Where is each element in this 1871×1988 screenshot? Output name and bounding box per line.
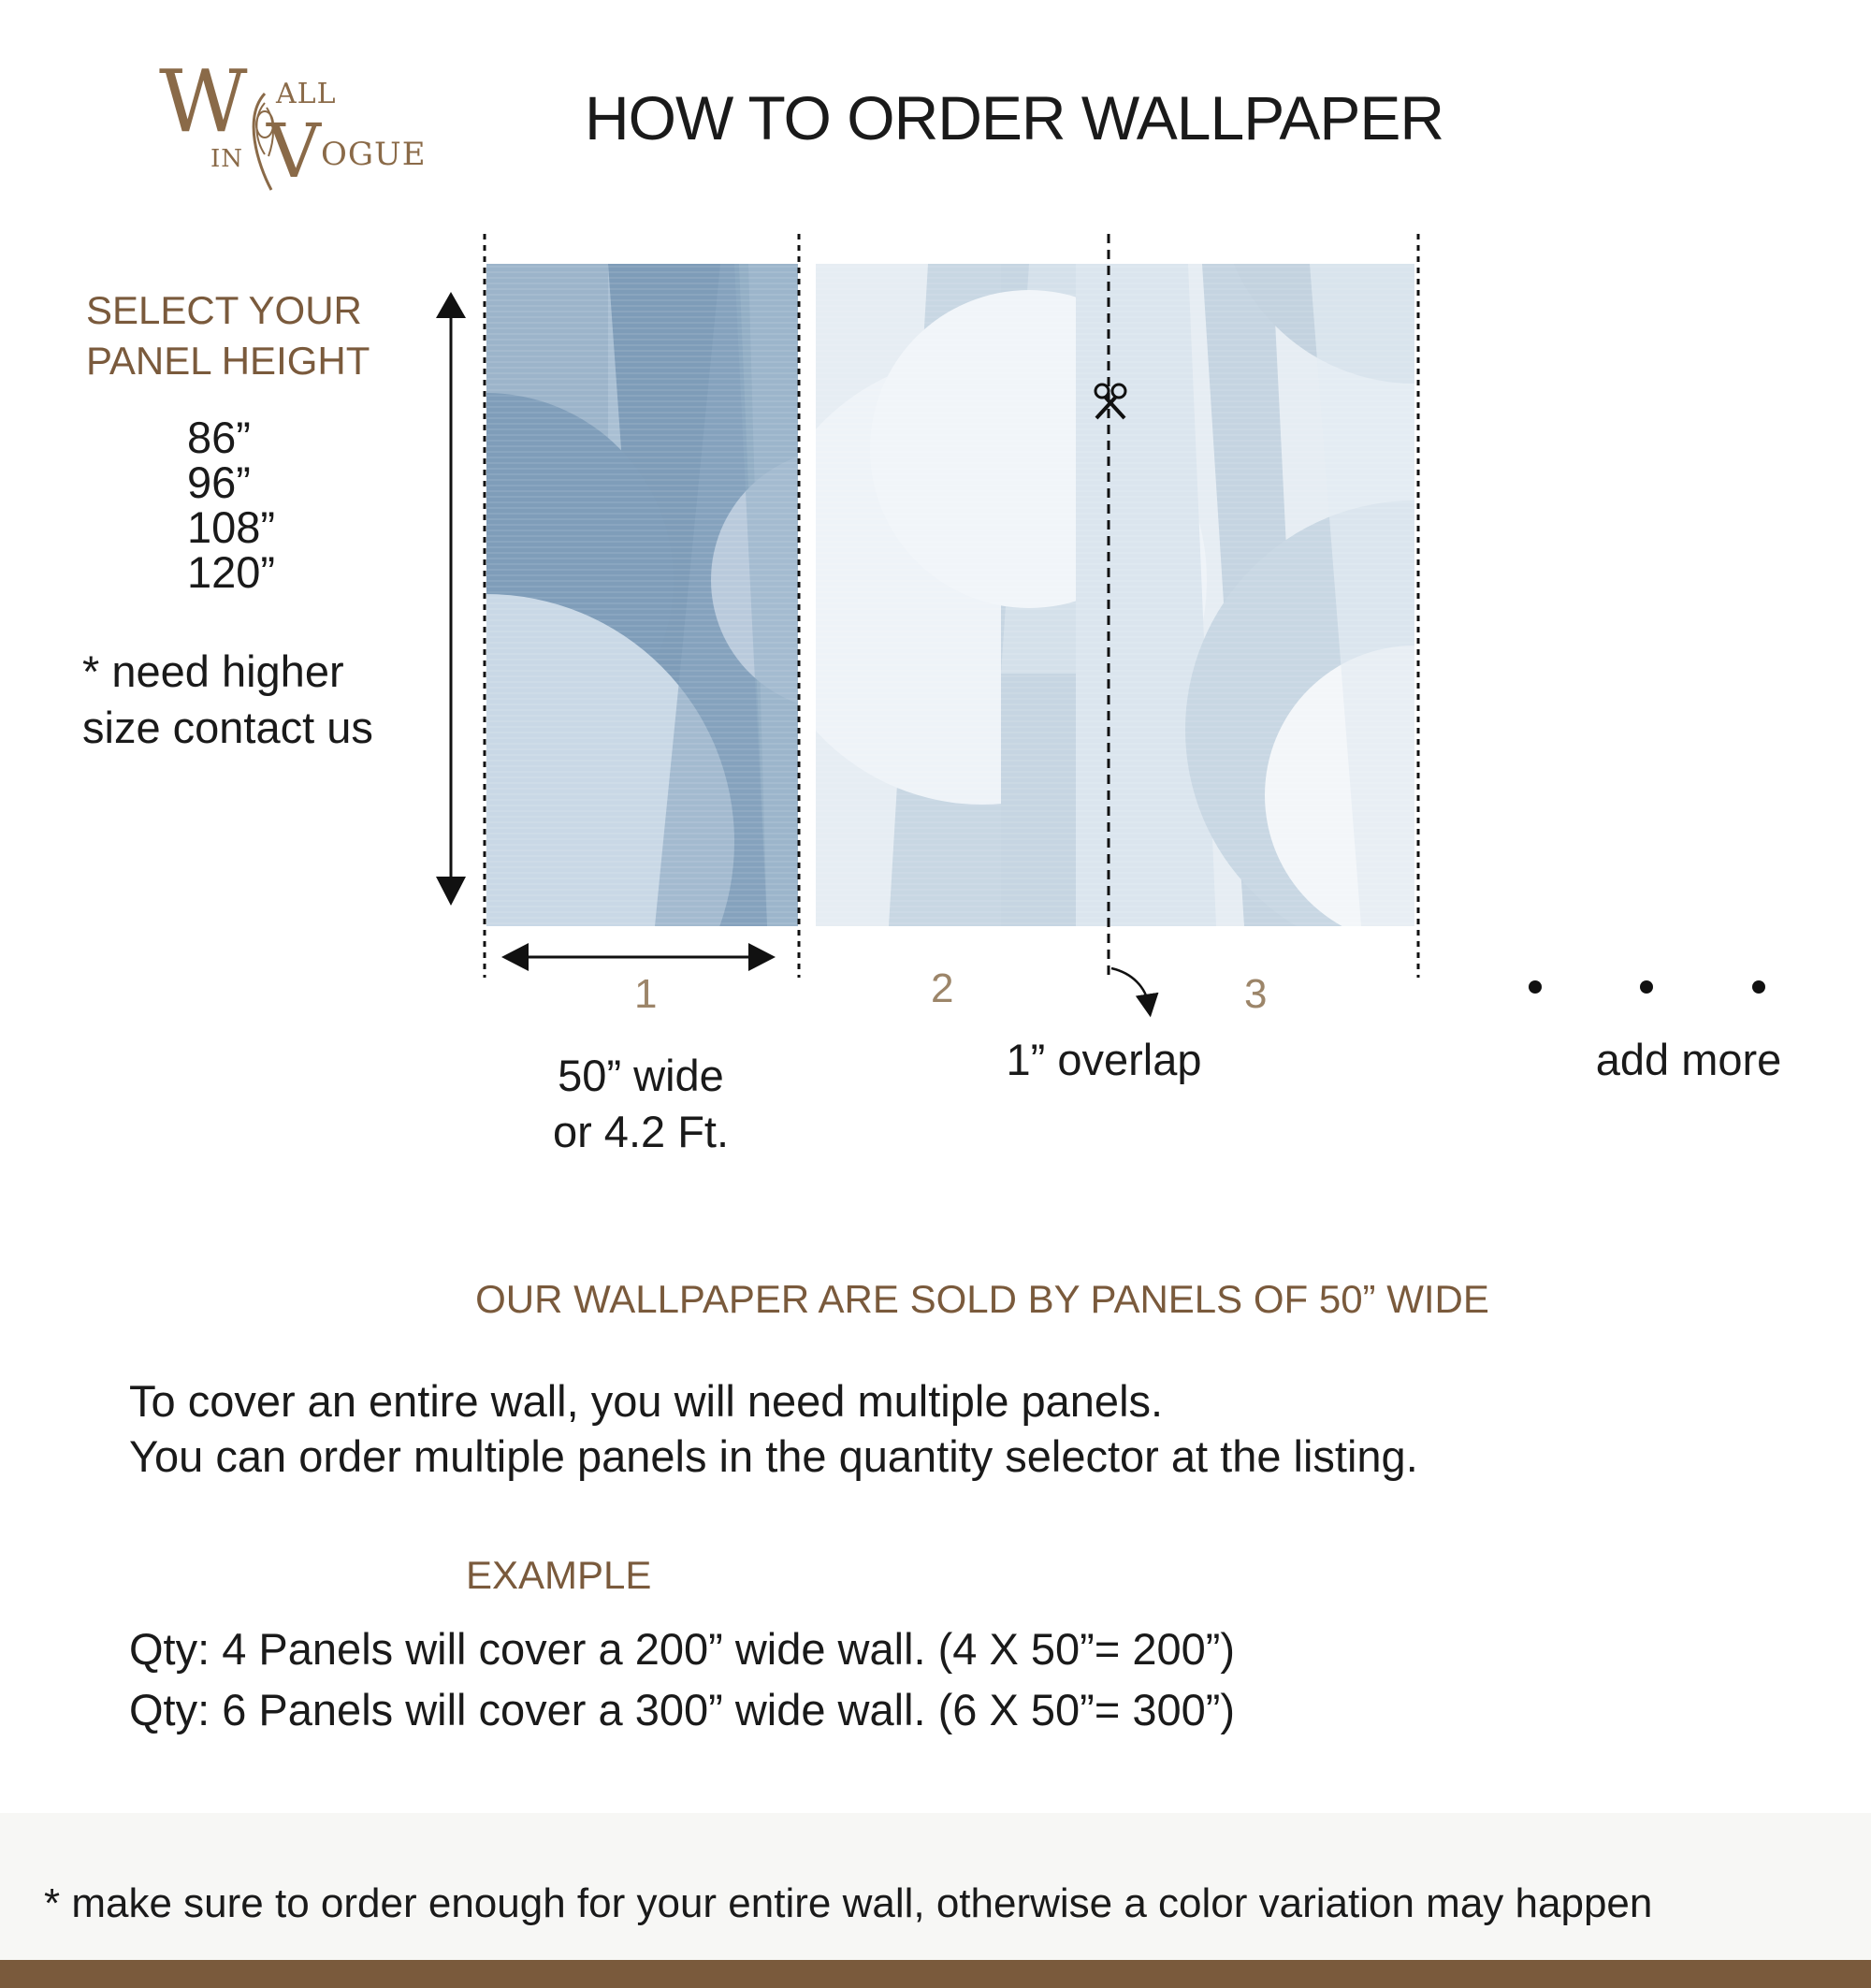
higher-size-note-line1: * need higher — [82, 646, 344, 696]
panel-2-3-image — [758, 0, 1644, 959]
panel-label-3: 3 — [1244, 971, 1268, 1017]
more-dot-icon — [1529, 980, 1542, 994]
more-dot-icon — [1640, 980, 1653, 994]
height-arrow-icon — [436, 292, 466, 906]
overlap-arrow-icon — [1111, 968, 1149, 1006]
panel-width-line2: or 4.2 Ft. — [552, 1107, 730, 1156]
logo-letter-v: V — [267, 108, 321, 195]
panel-label-1: 1 — [634, 971, 658, 1017]
sold-by-heading: OUR WALLPAPER ARE SOLD BY PANELS OF 50” WIDE — [475, 1277, 1489, 1321]
overlap-caption: 1” overlap — [1006, 1035, 1202, 1084]
height-option: 96” — [187, 457, 251, 507]
example-heading: EXAMPLE — [466, 1553, 652, 1597]
example-line-1: Qty: 4 Panels will cover a 200” wide wall. (4 X 50”= 200”) — [129, 1624, 1236, 1674]
info-paragraph — [129, 1373, 1418, 1484]
logo-text-all: ALL — [276, 78, 337, 110]
example-line-2: Qty: 6 Panels will cover a 300” wide wall. (6 X 50”= 300”) — [129, 1685, 1236, 1734]
info-line-1: To cover an entire wall, you will need multiple panels. — [129, 1376, 1164, 1426]
higher-size-note-line2: size contact us — [82, 703, 373, 752]
more-dot-icon — [1752, 980, 1765, 994]
logo-text-ogue: OGUE — [321, 136, 427, 173]
height-option: 108” — [187, 502, 276, 552]
panel-height-heading-line2: PANEL HEIGHT — [86, 339, 370, 383]
panel-height-heading-line1: SELECT YOUR — [86, 288, 362, 332]
bottom-bar — [0, 1960, 1871, 1988]
width-arrow-icon — [501, 943, 776, 971]
height-option: 86” — [187, 413, 251, 462]
panel-width-caption — [505, 1048, 776, 1160]
logo-text-in: IN — [210, 145, 244, 173]
panel-width-line1: 50” wide — [558, 1051, 724, 1100]
add-more-caption: add more — [1595, 1035, 1782, 1084]
panel-label-2: 2 — [931, 965, 954, 1011]
height-option: 120” — [187, 547, 276, 597]
page-title: HOW TO ORDER WALLPAPER — [585, 83, 1444, 152]
footer-note: * make sure to order enough for your entire wall, otherwise a color variation may happen — [44, 1880, 1653, 1926]
info-line-2: You can order multiple panels in the quantity selector at the listing. — [129, 1431, 1418, 1481]
logo-letter-w: W — [159, 51, 248, 152]
example-lines — [129, 1618, 1235, 1740]
